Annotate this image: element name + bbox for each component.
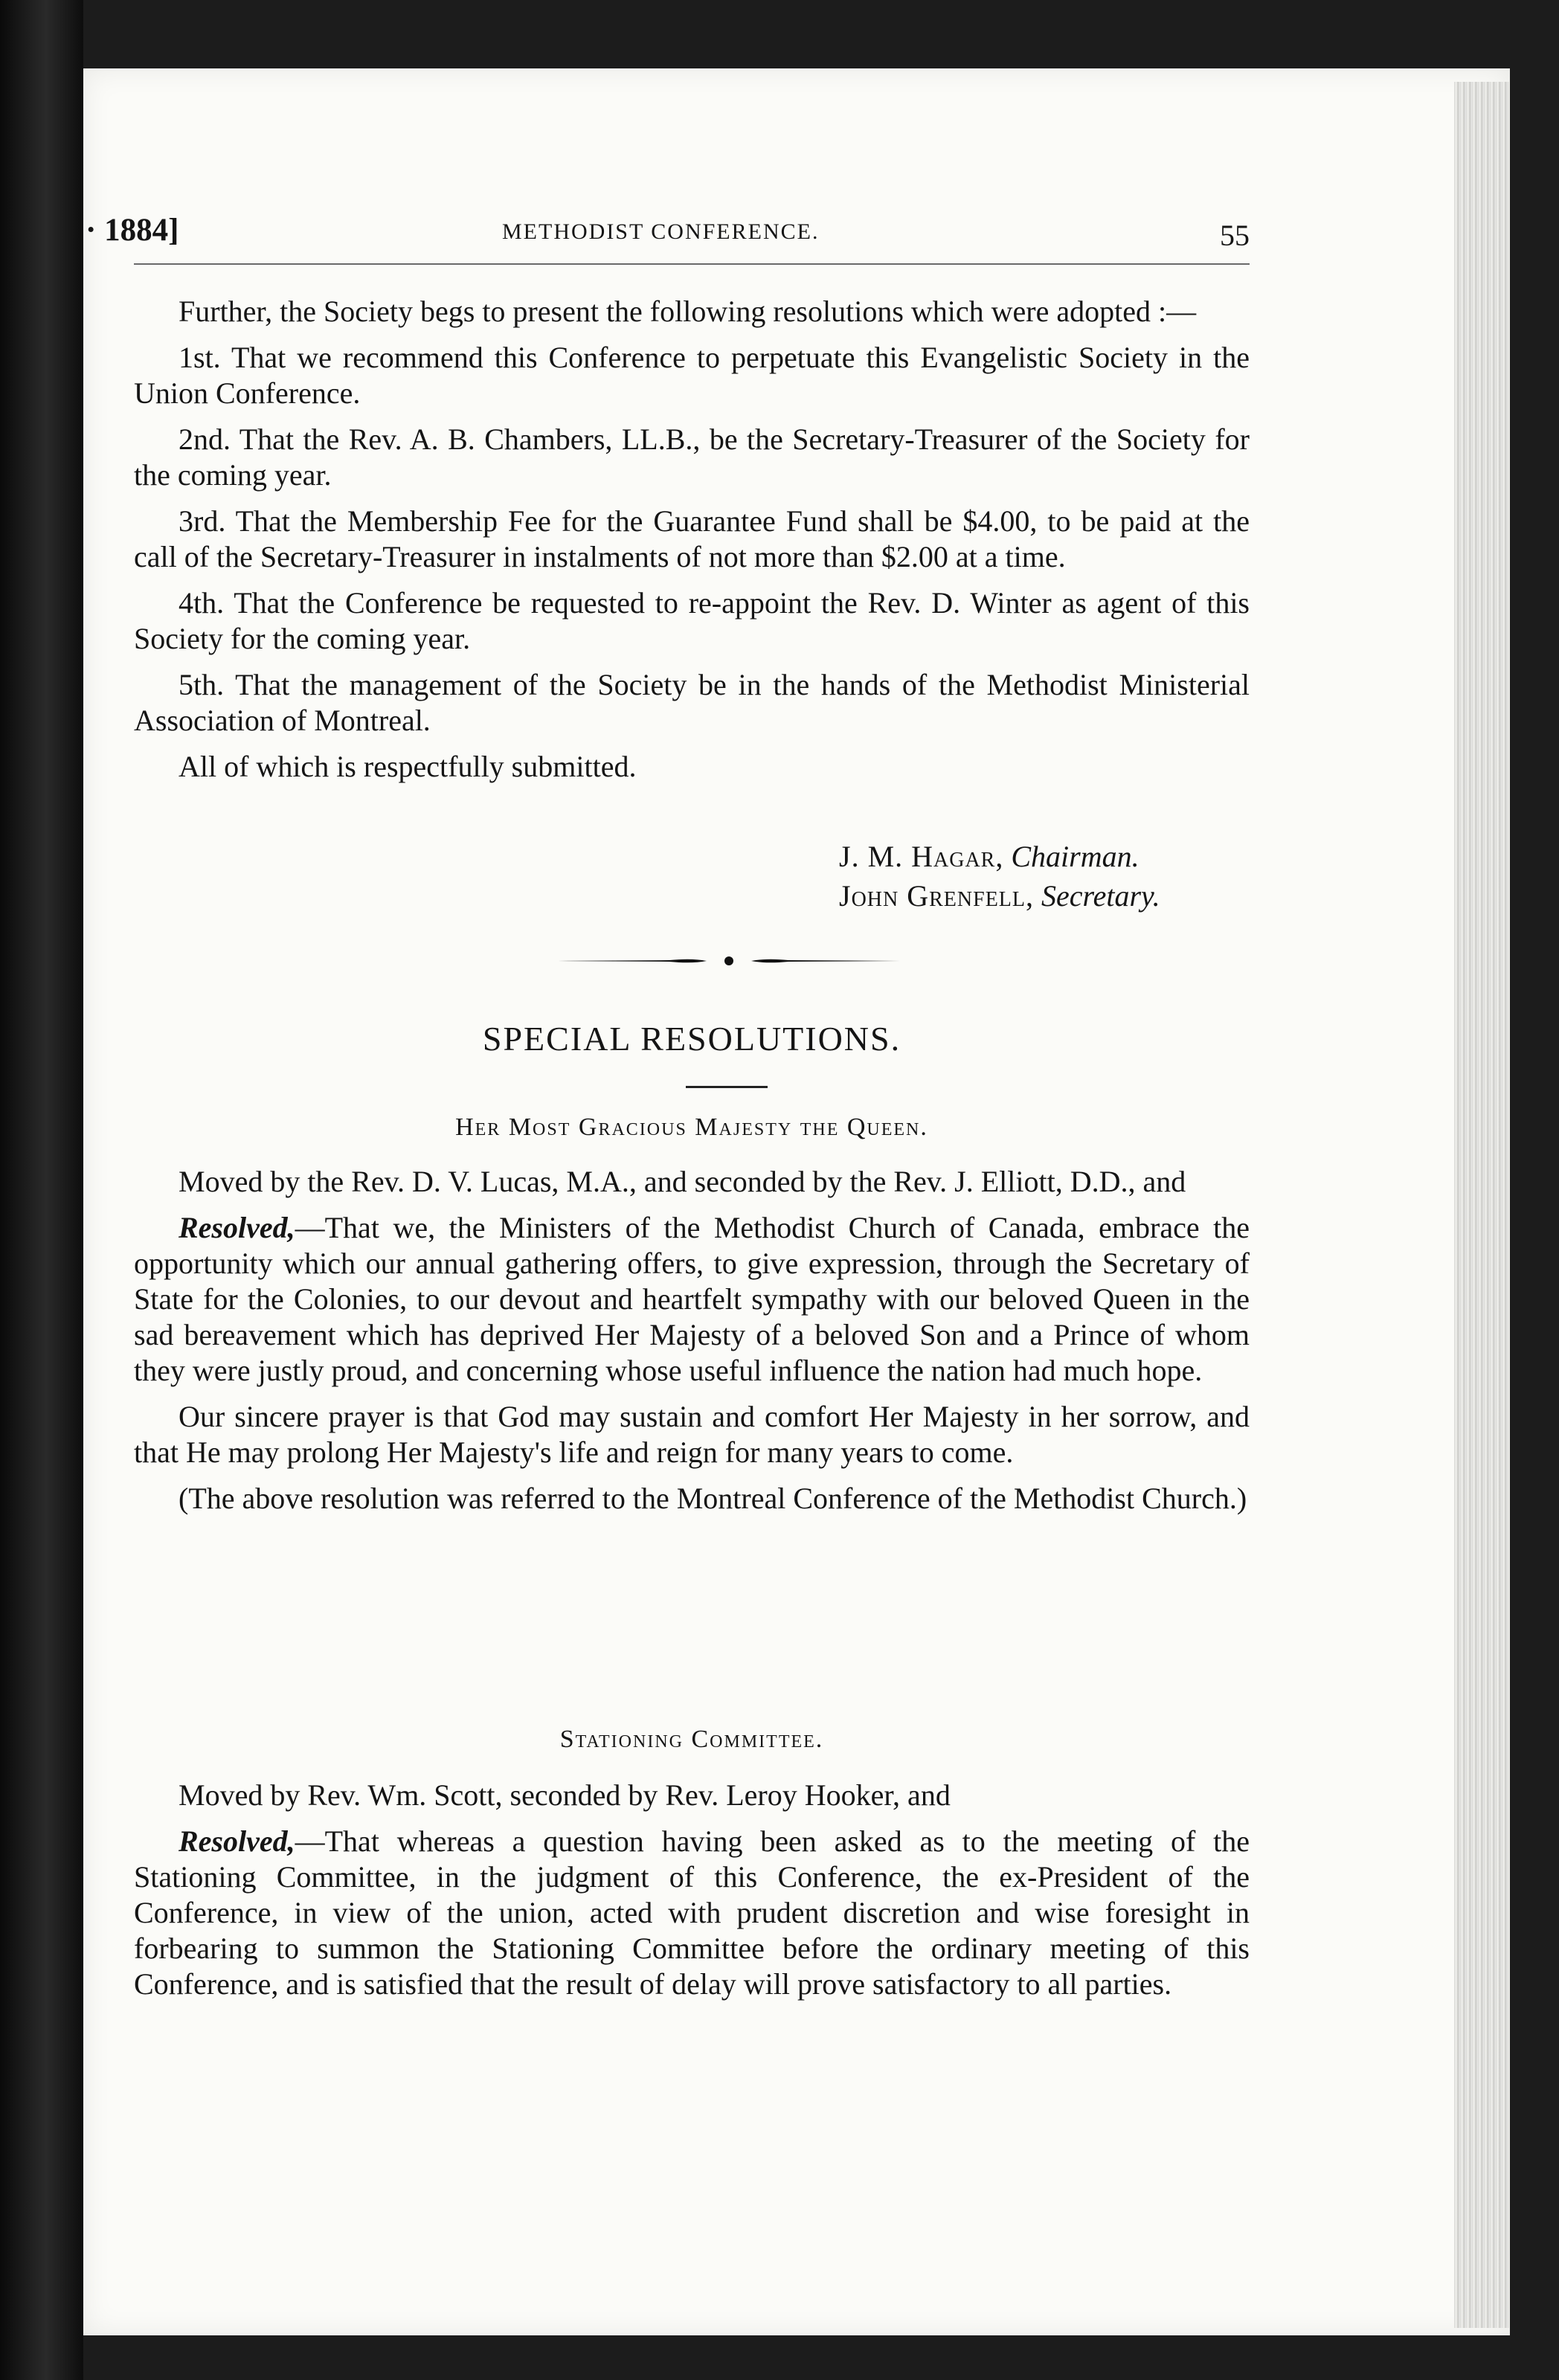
- signature-name: J. M. Hagar,: [839, 840, 1004, 873]
- queen-moved: Moved by the Rev. D. V. Lucas, M.A., and seconded by the Rev. J. Elliott, D.D., and: [179, 1165, 1186, 1198]
- signature-chairman: [839, 838, 1256, 875]
- stationing-section: [134, 1778, 1250, 2013]
- running-head: [86, 212, 1250, 257]
- book-gutter: [0, 0, 83, 2380]
- resolved-label: Resolved,: [179, 1824, 295, 1858]
- signature-name: John Grenfell,: [839, 879, 1034, 913]
- page-number: 55: [1220, 219, 1250, 252]
- signature-role: Secretary.: [1041, 879, 1160, 913]
- report-intro: Further, the Society begs to present the following resolutions which were adopted :—: [179, 295, 1197, 328]
- resolution-3: 3rd. That the Membership Fee for the Guarantee Fund shall be $4.00, to be paid at the call of the Secretary-Treasurer in instalments of not more than $2.00 at a time.: [134, 504, 1250, 573]
- queen-resolved: [134, 1210, 1250, 1389]
- report-closing: All of which is respectfully submitted.: [179, 750, 637, 783]
- report-section: [134, 294, 1250, 795]
- queen-heading: Her Most Gracious Majesty the Queen.: [455, 1113, 928, 1141]
- stationing-heading: Stationing Committee.: [559, 1726, 824, 1753]
- ornamental-rule: [558, 952, 900, 970]
- stationing-resolved: [134, 1824, 1250, 2002]
- resolved-text: —That whereas a question having been asked as to the meeting of the Stationing Committee, in the judgment of this Conference, the ex-President of the Conference, in view of the union, acted with prudent discretion and wise foresight in forbearing to summon the Stationing Committee before the ordinary meeting of this Conference, and is satisfied that the result of delay will prove satisfactory to all parties.: [134, 1824, 1250, 2001]
- signature-role: Chairman.: [1011, 840, 1139, 873]
- resolved-text: —That we, the Ministers of the Methodist Church of Canada, embrace the opportunity which our annual gathering offers, to give expression, through the Secretary of State for the Colonies, to our devout and heartfelt sympathy with our beloved Queen in the sad bereavement which has deprived Her Majesty of a beloved Son and a Prince of whom they were justly proud, and concerning whose useful influence the nation had much hope.: [134, 1211, 1250, 1387]
- queen-section: [134, 1164, 1250, 1527]
- special-resolutions-heading: SPECIAL RESOLUTIONS.: [482, 1020, 901, 1058]
- queen-prayer: Our sincere prayer is that God may sustain and comfort Her Majesty in her sorrow, and that He may prolong Her Majesty's life and reign for many years to come.: [134, 1400, 1250, 1469]
- resolution-1: 1st. That we recommend this Conference to perpetuate this Evangelistic Society in the Union Conference.: [134, 341, 1250, 410]
- page-edges: [1454, 82, 1510, 2328]
- header-rule: [134, 263, 1250, 265]
- heading-rule: [686, 1086, 768, 1088]
- resolution-4: 4th. That the Conference be requested to re-appoint the Rev. D. Winter as agent of this Society for the coming year.: [134, 586, 1250, 655]
- running-head-title: METHODIST CONFERENCE.: [502, 219, 820, 244]
- resolution-2: 2nd. That the Rev. A. B. Chambers, LL.B., be the Secretary-Treasurer of the Society for the coming year.: [134, 422, 1250, 492]
- signature-secretary: [839, 878, 1256, 915]
- resolved-label: Resolved,: [179, 1211, 295, 1244]
- queen-note: (The above resolution was referred to the Montreal Conference of the Methodist Church.): [179, 1482, 1247, 1515]
- running-head-year: · 1884]: [86, 213, 179, 248]
- resolution-5: 5th. That the management of the Society be in the hands of the Methodist Ministerial Association of Montreal.: [134, 668, 1250, 737]
- stationing-moved: Moved by Rev. Wm. Scott, seconded by Rev. Leroy Hooker, and: [179, 1778, 951, 1812]
